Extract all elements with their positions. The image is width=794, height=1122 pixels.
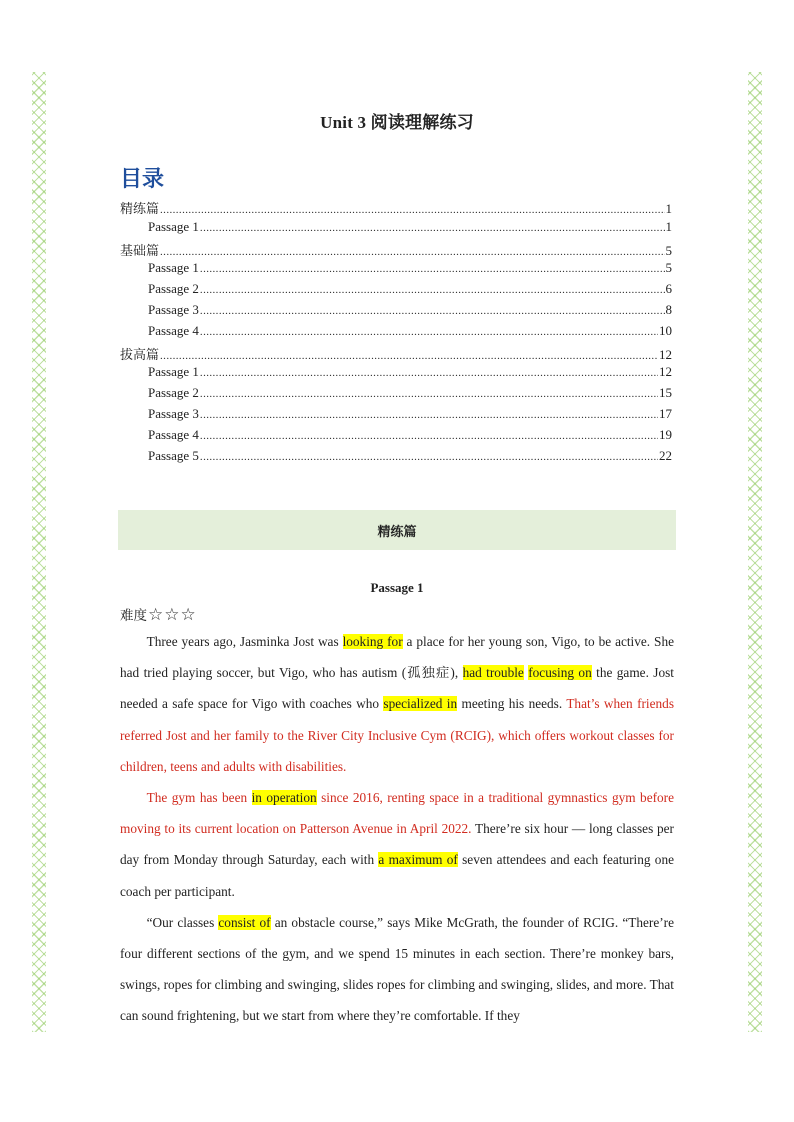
toc-entry-page: 10 xyxy=(659,322,672,338)
toc-entry[interactable] xyxy=(120,344,672,365)
document-title: Unit 3 阅读理解练习 xyxy=(320,113,474,132)
toc-entry-label: Passage 4 xyxy=(148,426,199,442)
toc-leader-dots xyxy=(200,388,658,400)
toc-entry-page: 8 xyxy=(665,301,672,317)
text-run: Three years ago, Jasminka Jost was xyxy=(146,634,343,649)
toc-leader-dots xyxy=(160,204,664,216)
toc-entry-page: 19 xyxy=(659,426,672,442)
table-of-contents xyxy=(120,198,672,468)
toc-entry-label: 基础篇 xyxy=(120,242,160,258)
star-outline-icon: ☆ xyxy=(180,604,196,624)
toc-entry-page: 12 xyxy=(659,346,672,362)
right-decorative-border xyxy=(748,72,762,1032)
text-run: a place for her young son, Vigo, to be active. She had tried playing soccer, but Vigo, who has autism (孤独症), xyxy=(120,634,674,681)
difficulty-rating xyxy=(120,604,196,624)
toc-entry[interactable] xyxy=(120,240,672,261)
toc-leader-dots xyxy=(160,350,658,362)
highlighted-phrase: consist of xyxy=(218,914,271,930)
paragraph-1 xyxy=(120,626,674,782)
toc-leader-dots xyxy=(200,367,658,379)
toc-leader-dots xyxy=(200,222,665,234)
toc-entry-page: 15 xyxy=(659,385,672,401)
paragraph-2 xyxy=(120,782,674,907)
toc-entry-page: 5 xyxy=(665,260,672,276)
toc-leader-dots xyxy=(200,326,658,338)
highlighted-phrase: focusing on xyxy=(528,665,592,681)
toc-entry-label: Passage 1 xyxy=(148,218,199,234)
toc-heading: 目录 xyxy=(120,167,165,192)
text-run: “Our classes xyxy=(146,914,219,930)
toc-entry-page: 12 xyxy=(659,364,672,380)
toc-entry-label: Passage 3 xyxy=(148,405,199,421)
toc-leader-dots xyxy=(200,305,665,317)
toc-entry-page: 17 xyxy=(659,405,672,421)
section-header-band xyxy=(118,510,676,550)
toc-entry[interactable] xyxy=(120,406,672,427)
toc-leader-dots xyxy=(200,451,658,463)
text-run: meeting his needs. xyxy=(457,696,567,712)
highlighted-phrase: looking for xyxy=(342,634,403,649)
toc-entry-label: Passage 5 xyxy=(148,447,199,463)
toc-entry[interactable] xyxy=(120,364,672,385)
highlighted-phrase: specialized in xyxy=(383,696,458,712)
highlighted-phrase: in operation xyxy=(251,790,317,806)
toc-entry[interactable] xyxy=(120,302,672,323)
toc-entry-page: 6 xyxy=(665,281,672,297)
star-outline-icon: ☆ xyxy=(164,604,180,624)
toc-leader-dots xyxy=(200,430,658,442)
difficulty-label: 难度 xyxy=(120,608,147,623)
toc-entry[interactable] xyxy=(120,219,672,240)
toc-entry-label: Passage 1 xyxy=(148,260,199,276)
highlighted-phrase: had trouble xyxy=(462,665,524,681)
toc-entry[interactable] xyxy=(120,448,672,469)
highlighted-phrase: a maximum of xyxy=(378,852,458,868)
star-outline-icon: ☆ xyxy=(148,604,164,624)
text-run: the game. Jost needed a safe space for Vigo with coaches who xyxy=(120,665,674,712)
toc-entry-label: Passage 1 xyxy=(148,364,199,380)
toc-leader-dots xyxy=(200,409,658,421)
red-annotated-text: That’s when friends referred Jost and her family to the River City Inclusive Cym (RCIG), which offers workout classes for children, teens and adults with disabilities. xyxy=(120,696,674,774)
section-title: 精练篇 xyxy=(377,524,417,540)
toc-entry-label: Passage 3 xyxy=(148,301,199,317)
toc-entry[interactable] xyxy=(120,385,672,406)
toc-entry-page: 22 xyxy=(659,447,672,463)
toc-leader-dots xyxy=(160,246,664,258)
text-run: an obstacle course,” says Mike McGrath, the founder of RCIG. “There’re four different sections of the gym, and we spend 15 minutes in each section. There’re monkey bars, swings, ropes for climbing and swinging, slides ropes for climbing and swinging, slides, and more. That can sound frightening, but we start from where they’re comfortable. If they xyxy=(120,914,674,1024)
toc-entry[interactable] xyxy=(120,427,672,448)
toc-entry[interactable] xyxy=(120,260,672,281)
paragraph-3 xyxy=(120,907,674,1032)
passage-body xyxy=(120,626,674,1032)
toc-leader-dots xyxy=(200,284,665,296)
toc-entry-label: Passage 4 xyxy=(148,322,199,338)
text-run: seven attendees and each featuring one coach per participant. xyxy=(120,852,674,899)
toc-entry-label: Passage 2 xyxy=(148,385,199,401)
toc-entry-label: 拔高篇 xyxy=(120,346,160,362)
toc-entry-page: 1 xyxy=(665,218,672,234)
toc-entry-label: 精练篇 xyxy=(120,201,160,216)
passage-title: Passage 1 xyxy=(370,580,424,595)
left-decorative-border xyxy=(32,72,46,1032)
text-run: There’re six hour — long classes per day from Monday through Saturday, each with xyxy=(120,821,674,868)
red-annotated-text: since 2016, renting space in a traditional gymnastics gym before moving to its current location on Patterson Avenue in April 2022. xyxy=(120,790,675,837)
toc-leader-dots xyxy=(200,263,665,275)
red-annotated-text: The gym has been xyxy=(146,790,252,806)
toc-entry[interactable] xyxy=(120,323,672,344)
toc-entry-page: 5 xyxy=(665,242,672,258)
toc-entry-label: Passage 2 xyxy=(148,281,199,297)
toc-entry-page: 1 xyxy=(665,201,672,216)
toc-entry[interactable] xyxy=(120,281,672,302)
toc-entry[interactable] xyxy=(120,198,672,219)
